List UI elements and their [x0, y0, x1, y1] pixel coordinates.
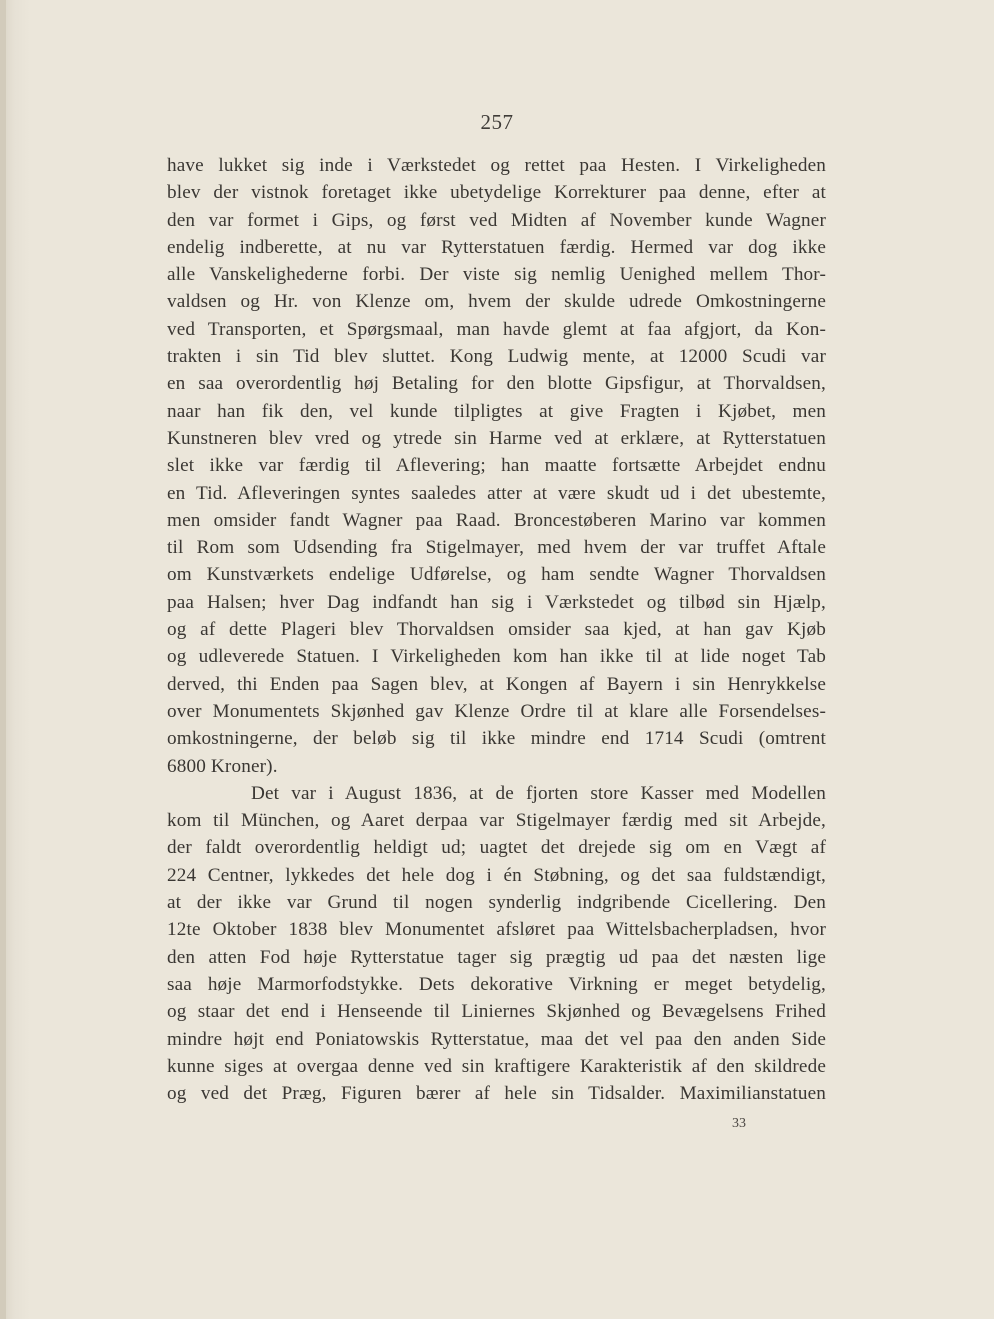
text-line: kom til München, og Aaret derpaa var Stigelmayer færdig med sit Arbejde, — [167, 810, 826, 832]
text-line: til Rom som Udsending fra Stigelmayer, med hvem der var truffet Aftale — [167, 537, 826, 559]
text-line: men omsider fandt Wagner paa Raad. Broncestøberen Marino var kommen — [167, 509, 826, 531]
page-number: 257 — [480, 110, 514, 134]
text-line: at der ikke var Grund til nogen synderlig indgribende Cicellering. Den — [167, 892, 826, 914]
text-line: omkostningerne, der beløb sig til ikke mindre end 1714 Scudi (omtrent — [167, 728, 826, 750]
text-line: og ved det Præg, Figuren bærer af hele sin Tidsalder. Maximilianstatuen — [167, 1083, 826, 1105]
text-line: over Monumentets Skjønhed gav Klenze Ordre til at klare alle Forsendelses- — [167, 700, 826, 722]
body-text — [167, 152, 826, 1107]
text-line: og udleverede Statuen. I Virkeligheden kom han ikke til at lide noget Tab — [167, 646, 826, 668]
text-line: der faldt overordentlig heldigt ud; uagtet det drejede sig om en Vægt af — [167, 837, 826, 859]
text-line: 12te Oktober 1838 blev Monumentet afsløret paa Wittelsbacherpladsen, hvor — [167, 919, 826, 941]
signature-mark: 33 — [732, 1116, 746, 1131]
text-line: alle Vanskelighederne forbi. Der viste sig nemlig Uenighed mellem Thor- — [167, 264, 826, 286]
text-line: mindre højt end Poniatowskis Rytterstatue, maa det vel paa den anden Side — [167, 1028, 826, 1050]
text-line: trakten i sin Tid blev sluttet. Kong Ludwig mente, at 12000 Scudi var — [167, 346, 826, 368]
text-line: og af dette Plageri blev Thorvaldsen omsider saa kjed, at han gav Kjøb — [167, 619, 826, 641]
text-line: den var formet i Gips, og først ved Midten af November kunde Wagner — [167, 209, 826, 231]
text-line: have lukket sig inde i Værkstedet og rettet paa Hesten. I Virkeligheden — [167, 155, 826, 176]
text-line: saa høje Marmorfodstykke. Dets dekorative Virkning er meget betydelig, — [167, 973, 826, 995]
text-line: valdsen og Hr. von Klenze om, hvem der skulde udrede Omkostningerne — [167, 291, 826, 313]
text-line: 224 Centner, lykkedes det hele dog i én Støbning, og det saa fuldstændigt, — [167, 864, 826, 886]
text-line: kunne siges at overgaa denne ved sin kraftigere Karakteristik af den skildrede — [167, 1055, 826, 1077]
text-line: endelig indberette, at nu var Rytterstatuen færdig. Hermed var dog ikke — [167, 236, 826, 258]
text-line: den atten Fod høje Rytterstatue tager sig prægtig ud paa det næsten lige — [167, 946, 826, 968]
text-line: om Kunstværkets endelige Udførelse, og ham sendte Wagner Thorvaldsen — [167, 564, 826, 586]
text-line: slet ikke var færdig til Aflevering; han maatte fortsætte Arbejdet endnu — [167, 455, 826, 477]
text-line: derved, thi Enden paa Sagen blev, at Kongen af Bayern i sin Henrykkelse — [167, 673, 826, 695]
text-line: en saa overordentlig høj Betaling for den blotte Gipsfigur, at Thorvaldsen, — [167, 373, 826, 395]
text-line: Kunstneren blev vred og ytrede sin Harme ved at erklære, at Rytterstatuen — [167, 427, 826, 449]
page-edge-shadow — [0, 0, 6, 1319]
text-line: en Tid. Afleveringen syntes saaledes atter at være skudt ud i det ubestemte, — [167, 482, 826, 504]
text-line: blev der vistnok foretaget ikke ubetydelige Korrekturer paa denne, efter at — [167, 182, 826, 204]
text-line: ved Transporten, et Spørgsmaal, man havde glemt at faa afgjort, da Kon- — [167, 318, 826, 340]
text-line: paa Halsen; hver Dag indfandt han sig i Værkstedet og tilbød sin Hjælp, — [167, 591, 826, 613]
text-line-paragraph-start: Det var i August 1836, at de fjorten store Kasser med Modellen — [251, 782, 826, 804]
text-line: naar han fik den, vel kunde tilpligtes at give Fragten i Kjøbet, men — [167, 400, 826, 422]
text-line: og staar det end i Henseende til Liniernes Skjønhed og Bevægelsens Frihed — [167, 1001, 826, 1023]
text-line: 6800 Kroner). — [167, 755, 278, 777]
